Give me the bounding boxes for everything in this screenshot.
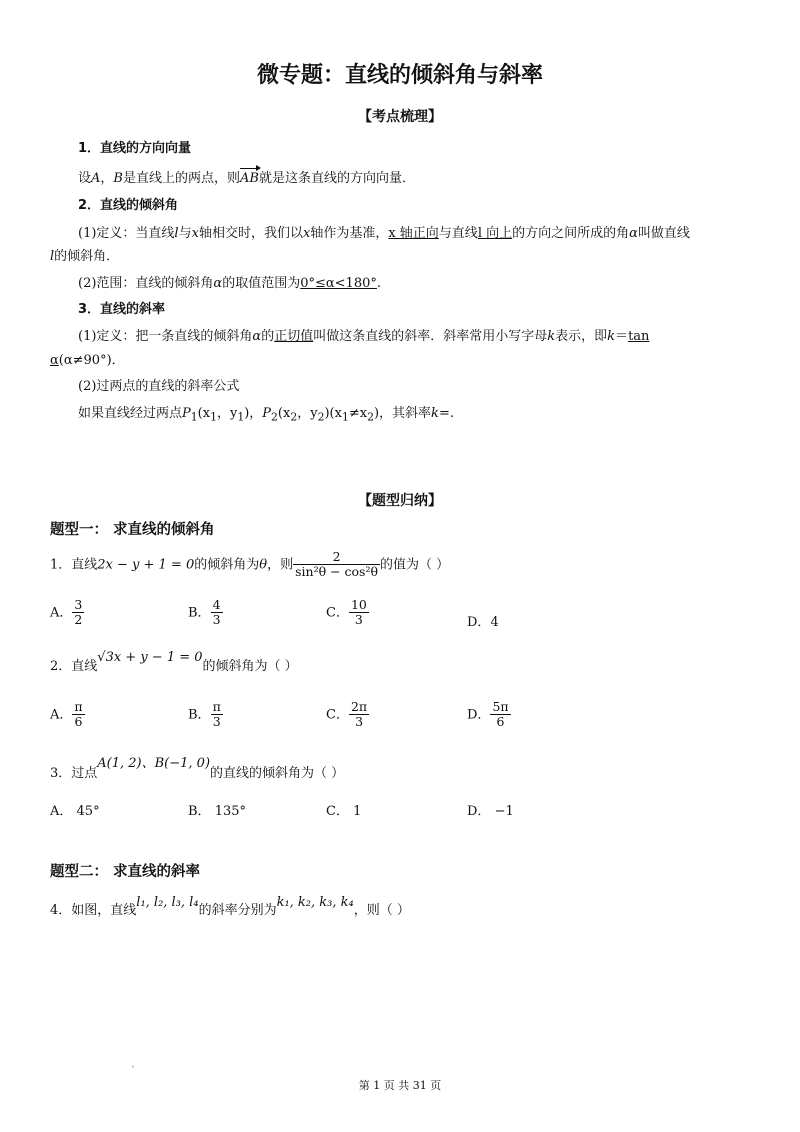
page-footer: 第 1 页 共 31 页: [358, 1079, 442, 1092]
paragraph-slope-formula-heading: (2)过两点的直线的斜率公式: [78, 379, 240, 394]
fraction-q1: $\frac{2}{\text{sin²θ − cos²θ}}$: [295, 549, 379, 580]
stray-mark: ': [132, 1065, 134, 1073]
section-heading-tixing: 【题型归纳】: [358, 493, 442, 509]
heading-direction-vector: 1．直线的方向向量: [78, 141, 192, 156]
paragraph-inclination-definition-cont: l的倾斜角．: [50, 249, 120, 264]
section-heading-kaodian: 【考点梳理】: [358, 109, 442, 125]
page-title: 微专题：直线的倾斜角与斜率: [256, 63, 543, 88]
q2-option-a: A． $\frac{\pi}{6}$: [50, 699, 83, 730]
question-3-stem: 3．过点A(1, 2)、B(−1, 0)的直线的倾斜角为（ ）: [50, 756, 345, 781]
equation-q1: 2x − y + 1 = 0: [97, 557, 195, 573]
q2-option-b: B． $\frac{\pi}{3}$: [188, 699, 221, 730]
question-4-stem: 4．如图，直线l₁, l₂, l₃, l₄的斜率分别为k₁, k₂, k₃, k₄，则（ ）: [50, 895, 410, 918]
paragraph-slope-definition-cont: α(α≠90°)．: [50, 353, 125, 368]
q3-option-c: C． 1: [326, 804, 362, 819]
heading-inclination: 2．直线的倾斜角: [78, 198, 179, 213]
heading-slope: 3．直线的斜率: [78, 302, 166, 317]
q3-option-a: A． 45°: [50, 804, 100, 819]
question-2-stem: 2．直线√3x + y − 1 = 0的倾斜角为（ ）: [50, 650, 298, 674]
paragraph-slope-formula: 如果直线经过两点$P_1(x_1$，$y_1$)，$P_2(x_2$，$y_2)(x_1\ne x_2)$，其斜率k=.: [78, 406, 454, 424]
q1-option-c: C． $\frac{10}{3}$: [326, 597, 367, 628]
paragraph-direction-vector: 设A，B是直线上的两点，则AB就是这条直线的方向向量．: [78, 171, 415, 186]
paragraph-inclination-definition: (1)定义：当直线l与x轴相交时，我们以x轴作为基准，x 轴正向与直线l 向上的方向之间所成的角α叫做直线: [78, 226, 690, 241]
lines-q4: l₁, l₂, l₃, l₄: [136, 895, 199, 910]
q2-option-c: C． $\frac{2\pi}{3}$: [326, 699, 368, 730]
points-q3: A(1, 2)、B(−1, 0): [97, 756, 211, 771]
question-type-1-heading: 题型一： 求直线的倾斜角: [50, 522, 215, 538]
q2-option-d: D． $\frac{5\pi}{6}$: [467, 699, 509, 730]
equation-q2: √3x + y − 1 = 0: [97, 650, 203, 665]
question-type-2-heading: 题型二： 求直线的斜率: [50, 864, 201, 880]
paragraph-inclination-range: (2)范围：直线的倾斜角α的取值范围为0°≤α<180°.: [78, 276, 382, 291]
question-1-stem: 1．直线2x − y + 1 = 0的倾斜角为θ，则 $\frac{2}{\text{sin²θ − cos²θ}}$ 的值为（ ）: [50, 549, 450, 580]
vector-ab: AB: [240, 171, 259, 186]
q1-option-b: B． $\frac{4}{3}$: [188, 597, 221, 628]
q3-option-d: D． −1: [467, 804, 514, 819]
q3-option-b: B． 135°: [188, 804, 247, 819]
q1-option-a: A． $\frac{3}{2}$: [50, 597, 83, 628]
q1-option-d: D．4: [467, 615, 499, 630]
slopes-q4: k₁, k₂, k₃, k₄: [276, 895, 354, 910]
paragraph-slope-definition: (1)定义：把一条直线的倾斜角α的正切值叫做这条直线的斜率．斜率常用小写字母k表示，即k＝tan: [78, 329, 650, 344]
